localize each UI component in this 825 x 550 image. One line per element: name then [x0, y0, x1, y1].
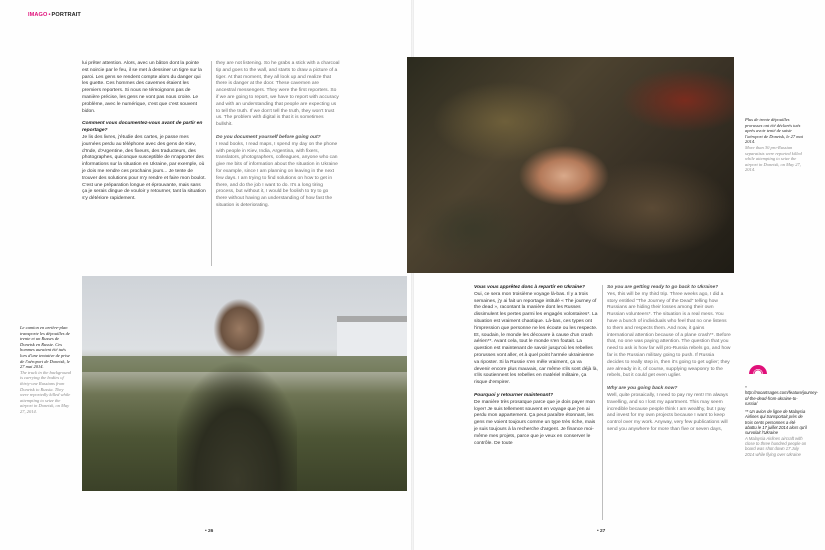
caption-french: Le camion en arrière-plan transporte les dépouilles de trente et un Russes de Donetsk en Russie. Ces hommes auraient été tués lors d'une tentative de prise de l'aéroport de Donetsk, le 27 mai 2014. [20, 325, 70, 370]
right-english-column [607, 285, 731, 434]
footnote-french: ** Un avion de ligne de Malaysia Airlines qui transportait près de trois cents personnes a été abattu le 17 juillet 2014 alors qu'il survolait l'Ukraine [745, 409, 807, 436]
column-divider [602, 285, 603, 520]
paragraph: Well, quite prosaically, I need to pay my rent! I'm always travelling, and so I lost my apartment. This may seem incredible because people think I am wealthy, but I pay and invest for my own projects because I want to keep control over my work. Anyway, very few publications will send you anywhere for more than five or seven days, [607, 392, 728, 432]
rubric-separator: • [48, 12, 51, 18]
page-number-right: • 27 [597, 529, 606, 534]
paragraph: I read books, I read maps, I spend my day on the phone with people in Kiev, India, Argentina, with fixers, translators, photographers, colleagues, anyone who can give me bits of information about the situation in Ukraine for example, since I am planning on leaving in the next few days. I am trying to find solutions on how to get in there, and do the job I want to do. It's a long tiring process, but without it, I would be foolish to try to go there without having an understanding of how fast the situation is deteriorating. [216, 141, 338, 208]
magazine-name: IMAGO [28, 12, 48, 18]
paragraph: De manière très prosaïque parce que je dois payer mon loyer! Je suis tellement souvent en voyage que j'en ai perdu mon appartement. Ça peut paraître étonnant, les gens me voient toujours comme un type très riche, mais je suis toujours à la recherche d'argent. Je finance moi-même mes projets, parce que je veux en conserver le contrôle. De toute [474, 399, 596, 446]
caption-english: More than 30 pro-Russian separatists were reported killed while attempting to seize the airport in Donetsk, on May 27, 2014. [745, 144, 802, 173]
photo-bodies [407, 57, 734, 273]
caption-english: The truck in the background is carrying the bodies of thirty-one Russians from Donetsk to Russia. They were reportedly killed while attempting to seize the airport in Donetsk, on May 27, 2014. [20, 369, 71, 414]
photo-soldier [82, 276, 407, 491]
paragraph: Oui, ce sera mon troisième voyage là-bas. Il y a trois semaines, j'y ai fait un reportage intitulé « The journey of the dead », racontant la manière dont les Russes dissimulent les pertes parmi les engagés volontaires*. La situation est vraiment chaotique. Là-bas, ces types ont l'impression que personne ne les écoute ou les respecte. Et, soudain, le monde les découvre à cause d'un crash aérien**. Avant cela, tout le monde s'en foutait. La question est maintenant de savoir jusqu'où les rebelles prorusses vont aller, et à quel point l'armée ukrainienne va riposter. Si la Russie s'en mêle vraiment, ça va devenir encore plus mauvais, car même s'ils sont déjà là, s'ils soutiennent les rebelles en matériel militaire, ça risque d'empirer. [474, 291, 598, 386]
question: Vous vous apprêtez donc à repartir en Ukraine? [474, 285, 585, 290]
column-divider [211, 61, 212, 266]
decorative-arc-icon [748, 364, 768, 374]
photo-soldier-figure [177, 288, 297, 491]
photo-truck [337, 316, 407, 356]
paragraph: lui prêter attention. Alors, avec un bâton dont la pointe est noircie par le feu, il se met à dessiner un tigre sur la paroi. Les gens se rendent compte alors du danger qui les guette. Ces hommes des cavernes étaient les premiers reporters. Si nous ne témoignons pas de manière précise, les gens ne vont pas nous croire. Le problème, avec le numérique, c'est que c'est souvent bidon. [82, 61, 202, 114]
question: So you are getting ready to go back to Ukraine? [607, 285, 719, 290]
left-french-column [82, 61, 206, 203]
caption-bottom-photo [20, 325, 72, 415]
page-number-left: • 26 [205, 529, 214, 534]
paragraph: Je lis des livres, j'étudie des cartes, je passe mes journées perdu au téléphone avec des gens de Kiev, d'Inde, d'Argentine, des fixeurs, des traducteurs, des photographes, quiconque susceptible de m'apporter des informations sur la situation en Ukraine, par exemple, où je dois me rendre ces prochains jours... Je tente de trouver des solutions pour m'y rendre et faire mon boulot. C'est une préparation longue et éprouvante, mais sans ça je serais dingue de vouloir y retourner, tant la situation s'y détériore rapidement. [82, 134, 206, 202]
question: Why are you going back now? [607, 386, 678, 392]
right-french-column [474, 285, 598, 447]
section-name: PORTRAIT [51, 12, 81, 18]
footnote [745, 409, 807, 457]
question: Comment vous documentez-vous avant de partir en reportage? [82, 121, 203, 134]
caption-french: Plus de trente dépouilles prorusses ont été déclarés tués après avoir tenté de saisir l'aéroport de Donetsk, le 27 mai 2014. [745, 117, 804, 145]
footnotes [745, 385, 819, 460]
caption-top-photo [745, 117, 805, 173]
section-rubric [28, 12, 81, 18]
question: Pourquoi y retourner maintenant? [474, 392, 554, 398]
question: Do you document yourself before going out? [216, 134, 321, 140]
footnote-french: * http://nooartsages.com/feature/journey-of-the-dead-from-ukraine-to-russia/ [745, 385, 819, 406]
paragraph: Yes, this will be my third trip. Three weeks ago, I did a story entitled "The Journey of the Dead" telling how Russians are hiding their losses among their own Russian volunteers*. The situation is a real mess. You have a bunch of individuals who feel that no one listens to them and respects them. And now, it gains international attention because of a plane crash**. Before that, no one was paying attention. The question that you need to ask is how far will pro-Russia rebels go, and how far is the Russian military going to push. If Russia decides to really step in, then it's going to get uglier; they are already in it, of course, supplying weaponry to the rebels, but it could get even uglier. [607, 291, 731, 379]
paragraph: they are not listening. So he grabs a stick with a charcoal tip and goes to the wall, and starts to draw a picture of a tiger. At that moment, they all look up and realize that there is danger at the door. These cavemen are ancestral messengers. They were the first reporters. So if we are going to report, we have to report with accuracy and with an understanding that people are expecting us to tell the truth. If we don't tell the truth, they won't trust us. The problem with digital is that it is sometimes bullshit. [216, 61, 340, 128]
footnote [745, 385, 819, 406]
left-english-column [216, 61, 340, 210]
footnote-english: A Malaysia Airlines aircraft with close to three hundred people on board was shot down 17 July 2014 while flying over Ukraine [745, 435, 807, 457]
